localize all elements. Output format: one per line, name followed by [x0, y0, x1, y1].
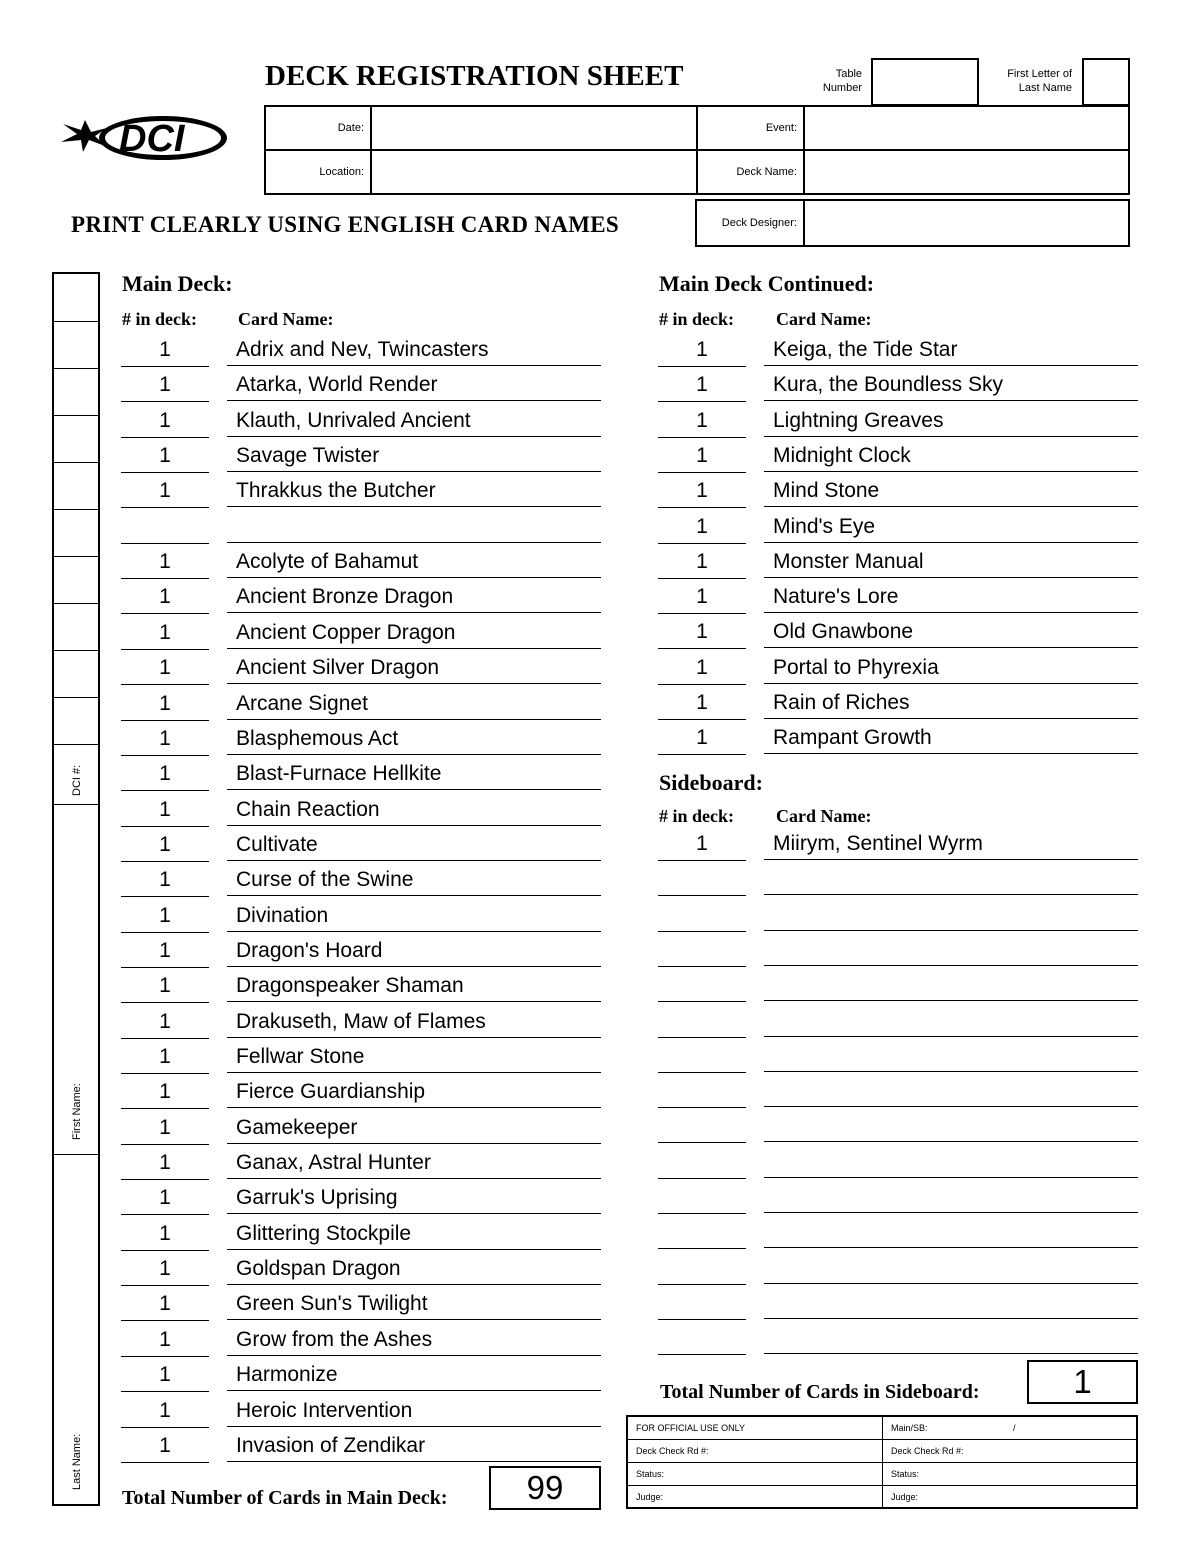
card-name[interactable]: Mind Stone [764, 474, 1138, 507]
dci-digit-box[interactable] [54, 368, 98, 416]
card-name[interactable] [764, 1145, 1138, 1178]
dci-digit-box[interactable] [54, 321, 98, 369]
dci-digit-box[interactable] [54, 650, 98, 698]
main-deck-total-label: Total Number of Cards in Main Deck: [122, 1487, 448, 1509]
card-quantity[interactable] [658, 1321, 746, 1355]
card-quantity[interactable]: 1 [658, 368, 746, 402]
location-field[interactable] [371, 150, 697, 194]
card-quantity[interactable] [658, 1286, 746, 1320]
card-quantity[interactable] [658, 1039, 746, 1073]
card-quantity[interactable]: 1 [121, 616, 209, 650]
dci-logo-text: DCI [119, 118, 185, 160]
card-name[interactable] [764, 1215, 1138, 1248]
sideboard-qty-header: # in deck: [659, 806, 735, 826]
card-name[interactable]: Curse of the Swine [227, 863, 601, 896]
card-quantity[interactable]: 1 [121, 404, 209, 438]
card-quantity[interactable]: 1 [121, 1075, 209, 1109]
sideboard-total-box[interactable]: 1 [1027, 1360, 1138, 1404]
card-quantity[interactable]: 1 [121, 1358, 209, 1392]
card-name[interactable]: Chain Reaction [227, 793, 601, 826]
card-name[interactable]: Gamekeeper [227, 1111, 601, 1144]
card-name[interactable]: Mind's Eye [764, 510, 1138, 543]
main-deck-name-header: Card Name: [238, 309, 334, 329]
card-quantity[interactable]: 1 [121, 1252, 209, 1286]
card-name[interactable] [764, 898, 1138, 931]
card-quantity[interactable]: 1 [658, 545, 746, 579]
table-number-field[interactable] [871, 58, 979, 106]
deck-check-2-field[interactable]: Deck Check Rd #: [883, 1440, 1136, 1463]
card-quantity[interactable]: 1 [658, 439, 746, 473]
card-quantity[interactable]: 1 [121, 722, 209, 756]
card-name[interactable] [764, 1004, 1138, 1037]
main-sb-slash: / [1013, 1423, 1016, 1433]
card-quantity[interactable]: 1 [121, 545, 209, 579]
card-name[interactable]: Midnight Clock [764, 439, 1138, 472]
card-name[interactable]: Portal to Phyrexia [764, 651, 1138, 684]
event-label: Event: [697, 106, 804, 150]
card-quantity[interactable]: 1 [121, 1005, 209, 1039]
deck-designer-field[interactable] [803, 201, 1130, 245]
official-use-label: FOR OFFICIAL USE ONLY [628, 1417, 883, 1440]
card-name[interactable]: Glittering Stockpile [227, 1217, 601, 1250]
card-name[interactable]: Goldspan Dragon [227, 1252, 601, 1285]
card-name[interactable]: Klauth, Unrivaled Ancient [227, 404, 601, 437]
card-name[interactable] [764, 968, 1138, 1001]
card-quantity[interactable]: 1 [121, 969, 209, 1003]
card-name[interactable] [764, 933, 1138, 966]
card-quantity[interactable]: 1 [121, 828, 209, 862]
dci-digit-box[interactable] [54, 462, 98, 510]
card-name[interactable] [764, 1074, 1138, 1107]
sheet-title: DECK REGISTRATION SHEET [265, 60, 684, 92]
official-use-box [626, 1415, 1138, 1509]
card-name[interactable] [764, 1286, 1138, 1319]
card-quantity[interactable]: 1 [121, 1181, 209, 1215]
card-quantity[interactable] [658, 1215, 746, 1249]
card-name[interactable]: Lightning Greaves [764, 404, 1138, 437]
card-name[interactable]: Nature's Lore [764, 580, 1138, 613]
card-name[interactable]: Dragonspeaker Shaman [227, 969, 601, 1002]
card-name[interactable] [764, 1109, 1138, 1142]
card-name[interactable]: Blast-Furnace Hellkite [227, 757, 601, 790]
card-quantity[interactable]: 1 [121, 1040, 209, 1074]
card-quantity[interactable]: 1 [121, 651, 209, 685]
card-name[interactable]: Drakuseth, Maw of Flames [227, 1005, 601, 1038]
card-name[interactable]: Ganax, Astral Hunter [227, 1146, 601, 1179]
dci-digit-box[interactable] [54, 415, 98, 463]
location-label: Location: [265, 150, 371, 194]
card-name[interactable]: Kura, the Boundless Sky [764, 368, 1138, 401]
card-quantity[interactable]: 1 [121, 1429, 209, 1463]
card-quantity[interactable] [658, 968, 746, 1002]
card-name[interactable]: Miirym, Sentinel Wyrm [764, 827, 1138, 860]
card-name[interactable]: Ancient Copper Dragon [227, 616, 601, 649]
card-name[interactable] [764, 1180, 1138, 1213]
judge-1-field[interactable]: Judge: [628, 1486, 883, 1507]
main-deck-continued-title: Main Deck Continued: [659, 271, 875, 296]
sideboard-title: Sideboard: [659, 770, 763, 795]
card-quantity[interactable]: 1 [121, 793, 209, 827]
card-quantity[interactable]: 1 [121, 474, 209, 508]
card-name[interactable]: Heroic Intervention [227, 1394, 601, 1427]
card-quantity[interactable]: 1 [121, 439, 209, 473]
card-name[interactable]: Acolyte of Bahamut [227, 545, 601, 578]
card-quantity[interactable] [658, 862, 746, 896]
print-clearly-instruction: PRINT CLEARLY USING ENGLISH CARD NAMES [71, 212, 619, 237]
card-name[interactable]: Savage Twister [227, 439, 601, 472]
card-name[interactable]: Invasion of Zendikar [227, 1429, 601, 1462]
card-name[interactable] [764, 862, 1138, 895]
judge-2-field[interactable]: Judge: [891, 1492, 919, 1502]
card-quantity[interactable]: 1 [658, 510, 746, 544]
deck-check-1-field[interactable]: Deck Check Rd #: [628, 1440, 883, 1463]
card-name[interactable] [764, 1321, 1138, 1354]
card-name[interactable]: Fellwar Stone [227, 1040, 601, 1073]
first-name-label: First Name: [71, 1083, 83, 1140]
first-letter-field[interactable] [1082, 58, 1130, 106]
card-quantity[interactable]: 1 [658, 333, 746, 367]
card-quantity[interactable]: 1 [121, 1146, 209, 1180]
date-field[interactable] [371, 106, 697, 150]
card-quantity[interactable] [658, 898, 746, 932]
status-2-field[interactable]: Status: [883, 1463, 1136, 1486]
main-deck-title: Main Deck: [122, 271, 233, 296]
card-name[interactable]: Arcane Signet [227, 687, 601, 720]
card-name[interactable] [227, 510, 601, 543]
card-quantity[interactable]: 1 [121, 1111, 209, 1145]
card-quantity[interactable] [658, 1145, 746, 1179]
dci-logo [55, 106, 230, 166]
card-quantity[interactable]: 1 [121, 934, 209, 968]
card-name[interactable]: Divination [227, 899, 601, 932]
main-deck-total-box[interactable]: 99 [489, 1466, 601, 1510]
card-quantity[interactable]: 1 [121, 1323, 209, 1357]
card-name[interactable]: Grow from the Ashes [227, 1323, 601, 1356]
card-quantity[interactable]: 1 [121, 1217, 209, 1251]
card-quantity[interactable]: 1 [658, 651, 746, 685]
main-sb-field[interactable] [883, 1417, 1136, 1440]
card-name[interactable]: Rampant Growth [764, 721, 1138, 754]
card-quantity[interactable]: 1 [121, 1394, 209, 1428]
deck-name-label: Deck Name: [697, 150, 804, 194]
card-name[interactable]: Adrix and Nev, Twincasters [227, 333, 601, 366]
card-quantity[interactable] [658, 1004, 746, 1038]
card-name[interactable]: Harmonize [227, 1358, 601, 1391]
card-name[interactable]: Rain of Riches [764, 686, 1138, 719]
card-quantity[interactable]: 1 [658, 686, 746, 720]
card-name[interactable]: Monster Manual [764, 545, 1138, 578]
card-quantity[interactable]: 1 [658, 404, 746, 438]
deck-designer-row [695, 199, 1130, 247]
card-quantity[interactable] [658, 933, 746, 967]
event-info-table [264, 105, 1130, 195]
card-name[interactable]: Cultivate [227, 828, 601, 861]
card-name[interactable]: Atarka, World Render [227, 368, 601, 401]
card-name[interactable] [764, 1039, 1138, 1072]
card-quantity[interactable]: 1 [658, 580, 746, 614]
card-name[interactable]: Garruk's Uprising [227, 1181, 601, 1214]
card-name[interactable]: Ancient Silver Dragon [227, 651, 601, 684]
sideboard-name-header: Card Name: [776, 806, 872, 826]
card-quantity[interactable]: 1 [658, 474, 746, 508]
card-name[interactable]: Dragon's Hoard [227, 934, 601, 967]
card-quantity[interactable]: 1 [658, 827, 746, 861]
card-quantity[interactable]: 1 [121, 1287, 209, 1321]
date-label: Date: [265, 106, 371, 150]
card-quantity[interactable] [121, 510, 209, 544]
card-quantity[interactable]: 1 [121, 757, 209, 791]
card-name[interactable]: Blasphemous Act [227, 722, 601, 755]
card-quantity[interactable]: 1 [121, 687, 209, 721]
dci-digit-box[interactable] [54, 603, 98, 651]
card-quantity[interactable] [658, 1074, 746, 1108]
dci-digit-box[interactable] [54, 556, 98, 604]
card-quantity[interactable]: 1 [658, 615, 746, 649]
card-quantity[interactable]: 1 [121, 863, 209, 897]
card-name[interactable]: Thrakkus the Butcher [227, 474, 601, 507]
card-name[interactable]: Green Sun's Twilight [227, 1287, 601, 1320]
player-info-strip [52, 272, 100, 1506]
sideboard-total-label: Total Number of Cards in Sideboard: [660, 1381, 980, 1403]
last-name-label: Last Name: [71, 1433, 83, 1490]
event-field[interactable] [804, 106, 1129, 150]
first-letter-label: First Letter of Last Name [1007, 68, 1072, 94]
deck-designer-label: Deck Designer: [721, 217, 797, 229]
card-name[interactable]: Keiga, the Tide Star [764, 333, 1138, 366]
main-deck-qty-header: # in deck: [122, 309, 198, 329]
card-quantity[interactable]: 1 [121, 899, 209, 933]
card-quantity[interactable]: 1 [658, 721, 746, 755]
card-name[interactable]: Old Gnawbone [764, 615, 1138, 648]
dci-digit-box[interactable] [54, 509, 98, 557]
card-quantity[interactable]: 1 [121, 368, 209, 402]
deck-name-field[interactable] [804, 150, 1129, 194]
card-quantity[interactable] [658, 1180, 746, 1214]
card-name[interactable] [764, 1251, 1138, 1284]
card-quantity[interactable]: 1 [121, 333, 209, 367]
status-1-field[interactable]: Status: [628, 1463, 883, 1486]
continued-qty-header: # in deck: [659, 309, 735, 329]
card-quantity[interactable]: 1 [121, 580, 209, 614]
card-name[interactable]: Ancient Bronze Dragon [227, 580, 601, 613]
dci-digit-box[interactable] [54, 697, 98, 745]
dci-number-label: DCI #: [71, 764, 83, 796]
continued-name-header: Card Name: [776, 309, 872, 329]
table-number-label: Table Number [822, 68, 862, 94]
card-name[interactable]: Fierce Guardianship [227, 1075, 601, 1108]
card-quantity[interactable] [658, 1251, 746, 1285]
main-sb-label: Main/SB: [891, 1423, 928, 1433]
card-quantity[interactable] [658, 1109, 746, 1143]
dci-digit-box[interactable] [54, 274, 98, 322]
